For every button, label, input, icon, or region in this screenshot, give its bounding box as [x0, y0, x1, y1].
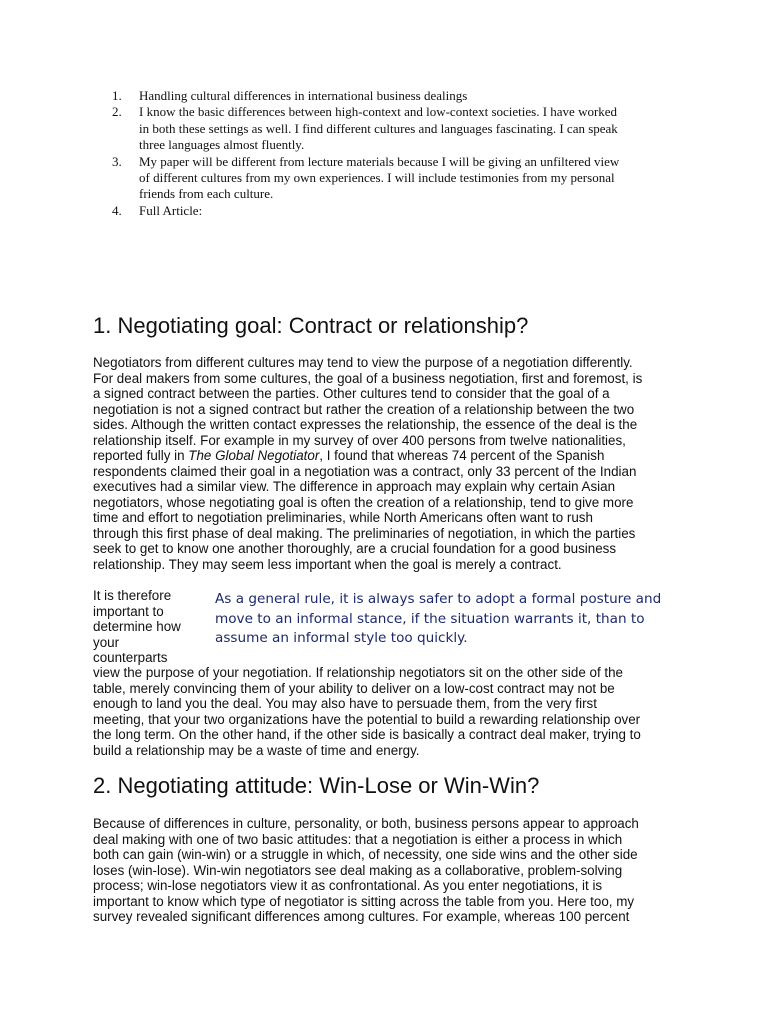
list-text: I know the basic differences between high-context and low-context societies. I have worked in both these settings as well. I find different cultures and languages fascinating. I can speak three languages almost fluently. [139, 104, 618, 153]
pull-quote: As a general rule, it is always safer to adopt a formal posture and move to an informal stance, if the situation warrants it, than to assume an informal style too quickly. [215, 591, 662, 646]
list-number: 3. [112, 153, 122, 169]
list-item [112, 88, 672, 104]
section-1-paragraph-2: view the purpose of your negotiation. If relationship negotiators sit on the other side of the table, merely convincing them of your ability to deliver on a low-cost contract may not be enough to land you the deal. You may also have to persuade them, from the very first meeting, that your two organizations have the potential to build a rewarding relationship over the long term. On the other hand, if the other side is basically a contract deal maker, trying to build a relationship may be a waste of time and energy. [93, 665, 641, 758]
section-1-paragraph-1: Negotiators from different cultures may tend to view the purpose of a negotiation differently. For deal makers from some cultures, the goal of a business negotiation, first and foremost, is a signed contract between the parties. Other cultures tend to consider that the goal of a negotiation is not a signed contract but rather the creation of a relationship between the two sides. Although the written contact expresses the relationship, the essence of the deal is the relationship itself. For example in my survey of over 400 persons from twelve nationalities, reported fully in The Global Negotiator, I found that whereas 74 percent of the Spanish respondents claimed their goal in a negotiation was a contract, only 33 percent of the Indian executives had a similar view. The difference in approach may explain why certain Asian negotiators, whose negotiating goal is often the creation of a relationship, tend to give more time and effort to negotiation preliminaries, while North Americans often want to rush through this first phase of deal making. The preliminaries of negotiation, in which the parties seek to get to know one another thoroughly, are a crucial foundation for a good business relationship. They may seem less important when the goal is merely a contract. [93, 355, 643, 572]
book-title: The Global Negotiator [188, 448, 320, 463]
list-number: 4. [112, 202, 122, 218]
list-item [112, 104, 672, 153]
wrapped-side-text: It is therefore important to determine how your counterparts [93, 588, 181, 665]
section-2-heading: 2. Negotiating attitude: Win-Lose or Win-Win? [93, 773, 540, 798]
list-text: My paper will be different from lecture materials because I will be giving an unfiltered view of different cultures from my own experiences. I will include testimonies from my personal friends from each culture. [139, 153, 620, 202]
list-text: Handling cultural differences in international business dealings [139, 88, 468, 103]
numbered-list [112, 88, 672, 219]
section-2-paragraph: Because of differences in culture, personality, or both, business persons appear to approach deal making with one of two basic attitudes: that a negotiation is either a process in which both can gain (win-win) or a struggle in which, of necessity, one side wins and the other side loses (win-lose). Win-win negotiators see deal making as a collaborative, problem-solving process; win-lose negotiators view it as confrontational. As you enter negotiations, it is important to know which type of negotiator is sitting across the table from you. Here too, my survey revealed significant differences among cultures. For example, whereas 100 percent [93, 816, 639, 924]
list-number: 2. [112, 104, 122, 120]
section-1-heading: 1. Negotiating goal: Contract or relationship? [93, 313, 529, 338]
list-item [112, 154, 672, 203]
list-item [112, 203, 672, 219]
list-text: Full Article: [139, 202, 203, 218]
list-number: 1. [112, 88, 122, 103]
